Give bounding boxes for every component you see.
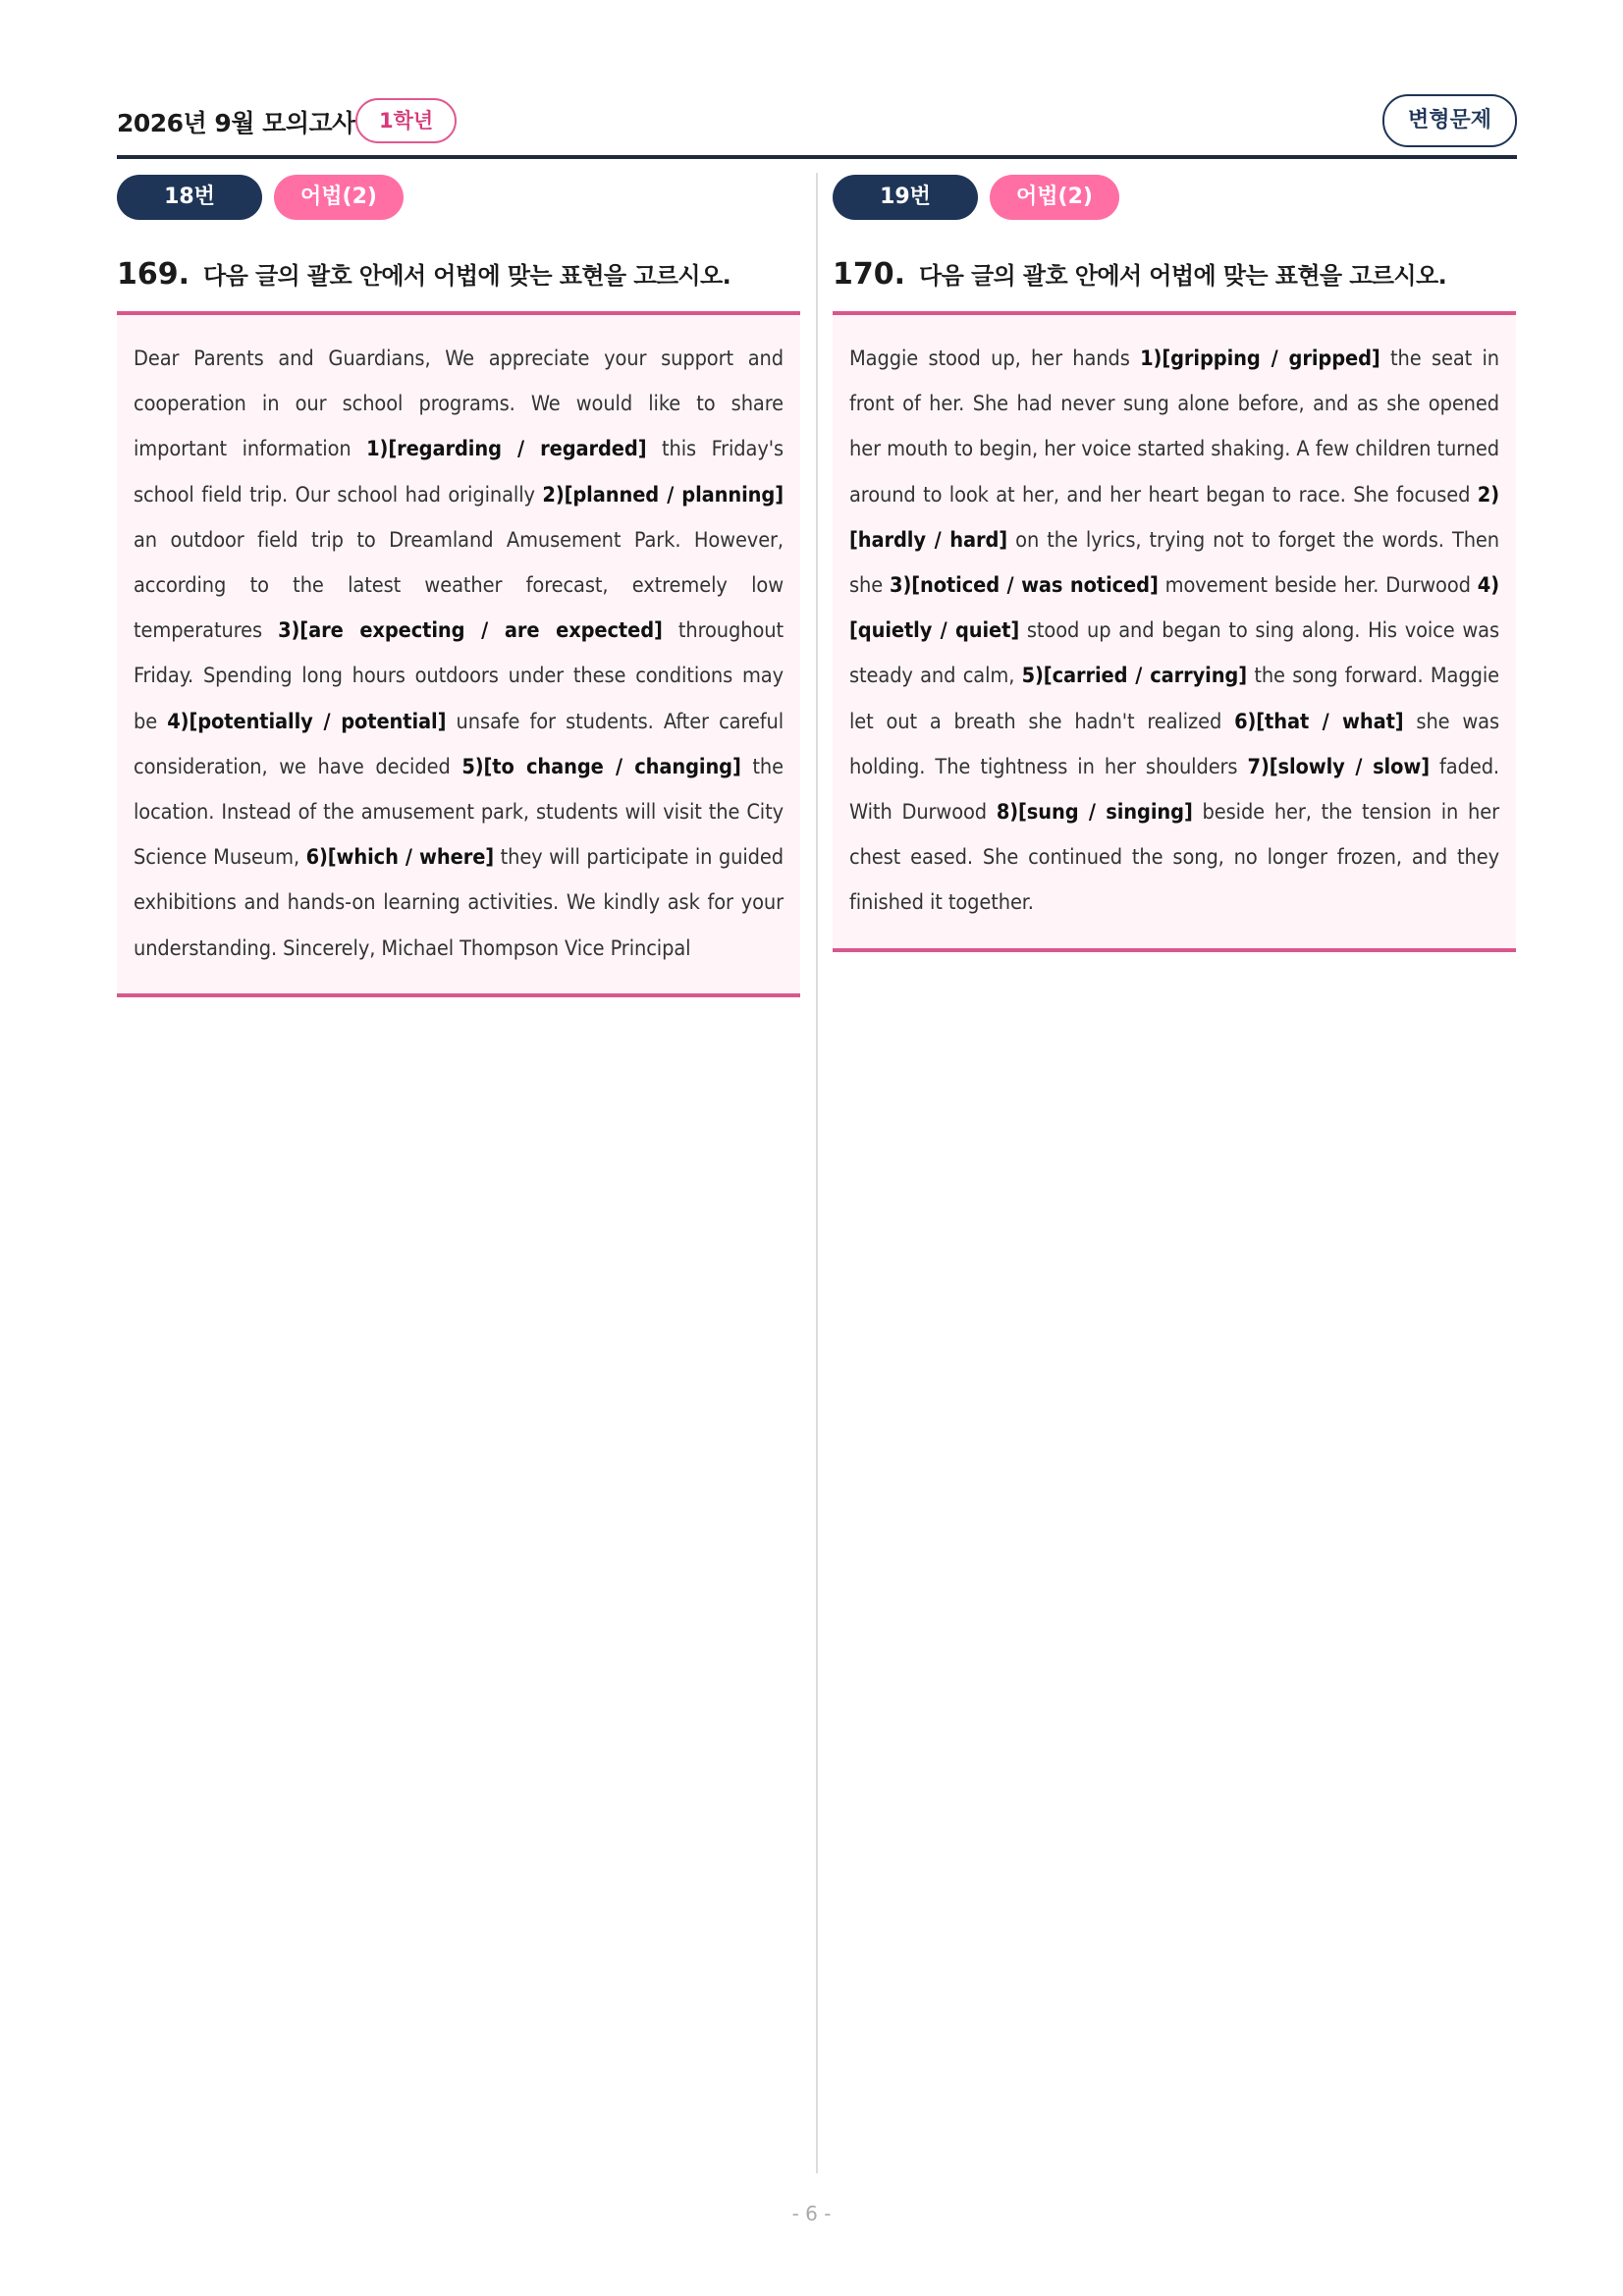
answer-choice: 6)[that / what]: [1234, 709, 1404, 734]
answer-choice: 4)[potentially / potential]: [167, 709, 447, 734]
answer-choice: 2)[hardly / hard]: [849, 482, 1499, 553]
header-rule: [117, 155, 1517, 159]
answer-choice: 1)[regarding / regarded]: [366, 437, 647, 462]
passage-segment: Dear Parents and Guardians, We appreciate your support and cooperation in our school programs. We would like to share important information: [134, 347, 784, 462]
passage-box: [117, 311, 800, 997]
question-number: 170.: [833, 257, 906, 292]
passage-text: [134, 337, 784, 972]
question-heading: [117, 256, 800, 295]
passage-segment: Maggie stood up, her hands: [849, 347, 1141, 371]
exam-title: 2026년 9월 모의고사: [117, 109, 355, 137]
passage-segment: unsafe for students. After careful consideration, we have decided: [134, 709, 784, 779]
passage-segment: stood up and began to sing along. His voice was steady and calm,: [849, 618, 1499, 689]
column-divider: [816, 173, 818, 2173]
passage-segment: the seat in front of her. She had never sung alone before, and as she opened her mouth to begin, her voice started shaking. A few children turned around to look at her, and her heart began to race. She focused: [849, 347, 1500, 507]
question-column-left: [117, 173, 800, 997]
question-tags: [117, 173, 800, 222]
question-source-tag: 18번: [117, 175, 262, 220]
passage-text: [849, 337, 1499, 927]
question-heading: [833, 256, 1516, 295]
passage-segment: an outdoor field trip to Dreamland Amusement Park. However, according to the latest weather forecast, extremely low temperatures: [134, 527, 784, 644]
answer-choice: 3)[are expecting / are expected]: [278, 618, 663, 644]
question-tags: [833, 173, 1516, 222]
question-number: 169.: [117, 257, 190, 292]
passage-segment: beside her, the tension in her chest eased. She continued the song, no longer frozen, and they finished it together.: [849, 800, 1499, 916]
type-badge: 변형문제: [1382, 94, 1517, 147]
passage-segment: she was holding. The tightness in her shoulders: [849, 709, 1499, 779]
question-type-tag: 어법(2): [990, 175, 1119, 220]
passage-segment: movement beside her. Durwood: [1158, 573, 1478, 599]
answer-choice: 8)[sung / singing]: [996, 800, 1193, 826]
grade-badge: 1학년: [355, 98, 457, 143]
question-column-right: [833, 173, 1516, 952]
page-header: [117, 94, 1517, 157]
question-type-tag: 어법(2): [274, 175, 404, 220]
passage-segment: they will participate in guided exhibitions and hands-on learning activities. We kindly ask for your understanding. Sincerely, Michael Thompson Vice Principal: [134, 845, 784, 961]
passage-segment: on the lyrics, trying not to forget the words. Then she: [849, 527, 1499, 599]
passage-segment: the location. Instead of the amusement park, students will visit the City Science Museum,: [134, 754, 784, 871]
answer-choice: 5)[to change / changing]: [461, 754, 741, 779]
question-instruction: 다음 글의 괄호 안에서 어법에 맞는 표현을 고르시오.: [919, 262, 1447, 290]
passage-segment: this Friday's school field trip. Our school had originally: [134, 437, 784, 507]
answer-choice: 1)[gripping / gripped]: [1140, 347, 1380, 371]
answer-choice: 3)[noticed / was noticed]: [890, 573, 1159, 599]
passage-segment: throughout Friday. Spending long hours outdoors under these conditions may be: [134, 618, 784, 734]
question-instruction: 다음 글의 괄호 안에서 어법에 맞는 표현을 고르시오.: [203, 262, 731, 290]
question-source-tag: 19번: [833, 175, 978, 220]
answer-choice: 5)[carried / carrying]: [1021, 664, 1248, 689]
passage-segment: faded. With Durwood: [849, 754, 1499, 826]
answer-choice: 7)[slowly / slow]: [1247, 754, 1430, 779]
answer-choice: 2)[planned / planning]: [542, 482, 784, 507]
passage-box: [833, 311, 1516, 952]
answer-choice: 6)[which / where]: [305, 845, 495, 871]
answer-choice: 4)[quietly / quiet]: [849, 573, 1499, 644]
passage-segment: the song forward. Maggie let out a breath she hadn't realized: [849, 664, 1499, 734]
page-number: - 6 -: [791, 2202, 832, 2225]
